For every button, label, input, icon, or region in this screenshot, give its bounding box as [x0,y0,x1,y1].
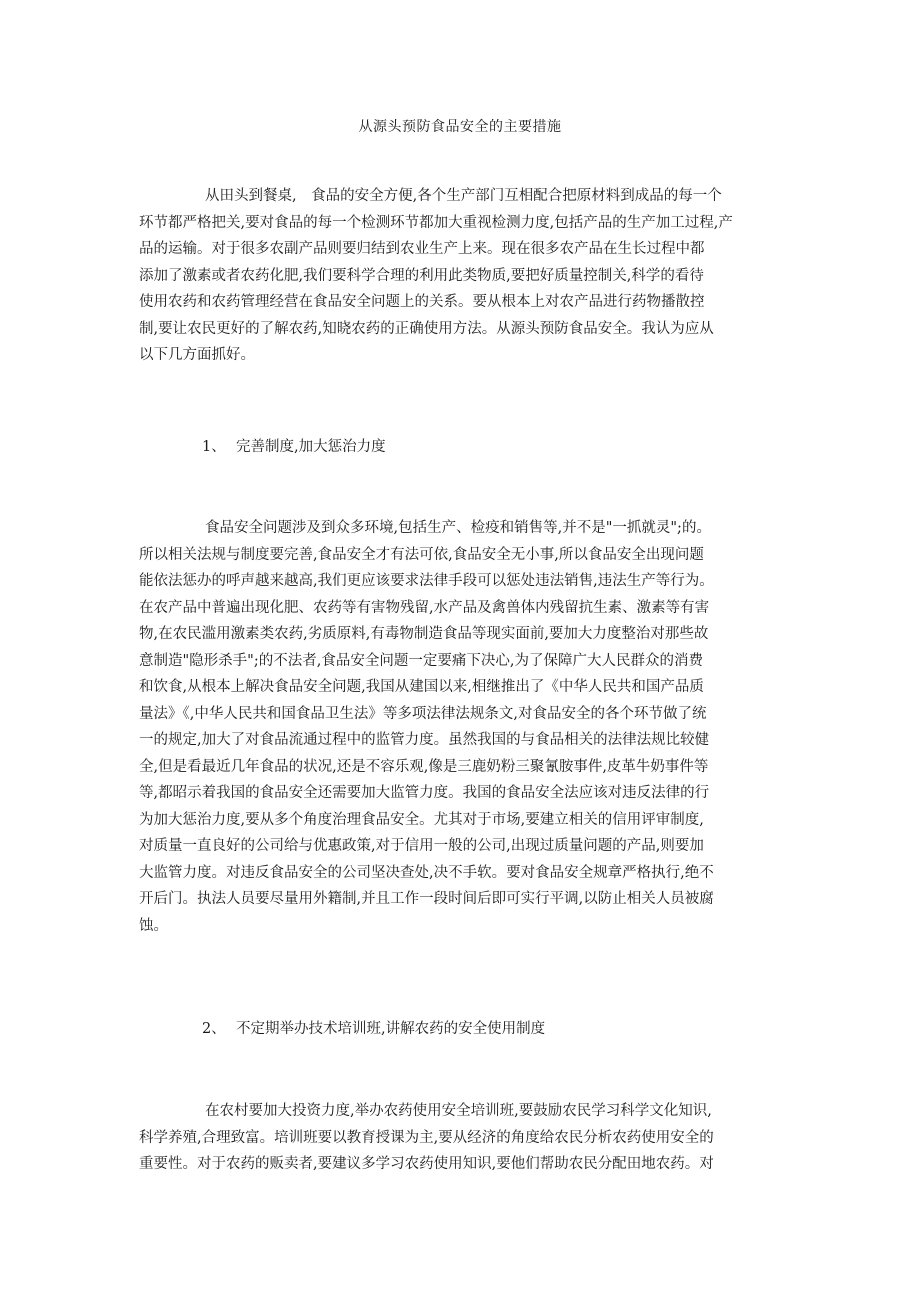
paragraph-line: 全,但是看最近几年食品的状况,还是不容乐观,像是三鹿奶粉三聚氰胺事件,皮革牛奶事件等 [139,758,709,775]
paragraph-line: 科学养殖,合理致富。培训班要以教育授课为主,要从经济的角度给农民分析农药使用安全的 [139,1129,714,1146]
paragraph-line: 量法》《,中华人民共和国食品卫生法》等多项法律法规条文,对食品安全的各个环节做了统 [139,705,707,722]
section-heading-text: 完善制度,加大惩治力度 [236,439,386,455]
paragraph-line: 和饮食,从根本上解决食品安全问题,我国从建国以来,相继推出了《中华人民共和国产品质 [139,679,704,695]
document-title: 从源头预防食品安全的主要措施 [358,119,562,135]
paragraph-line: 一的规定,加大了对食品流通过程中的监管力度。虽然我国的与食品相关的法律法规比较健 [139,732,710,748]
section-heading-1 [202,436,386,458]
paragraph-line: 在农村要加大投资力度,举办农药使用安全培训班,要鼓励农民学习科学文化知识, [205,1103,712,1119]
paragraph-line: 从田头到餐桌, 食品的安全方便,各个生产部门互相配合把原材料到成品的每一个 [205,188,722,204]
paragraph-line: 为加大惩治力度,要从多个角度治理食品安全。尤其对于市场,要建立相关的信用评审制度, [139,811,704,828]
paragraph-line: 在农产品中普遍出现化肥、农药等有害物残留,水产品及禽兽体内残留抗生素、激素等有害 [139,599,710,616]
paragraph-line: 添加了激素或者农药化肥,我们要科学合理的利用此类物质,要把好质量控制关,科学的看待 [139,267,704,284]
section-number: 2、 [202,1021,226,1037]
paragraph-line: 大监管力度。对违反食品安全的公司坚决查处,决不手软。要对食品安全规章严格执行,绝不 [139,864,714,881]
paragraph-line: 开后门。执法人员要尽量用外籍制,并且工作一段时间后即可实行平调,以防止相关人员被腐 [139,891,714,907]
section-2-paragraph [139,1098,789,1178]
intro-paragraph [139,183,789,369]
paragraph-line: 使用农药和农药管理经营在食品安全问题上的关系。要从根本上对农产品进行药物播散控 [139,294,705,310]
paragraph-line: 等,都昭示着我国的食品安全还需要加大监管力度。我国的食品安全法应该对违反法律的行 [139,785,710,801]
paragraph-line: 对质量一直良好的公司给与优惠政策,对于信用一般的公司,出现过质量问题的产品,则要加 [139,838,704,854]
paragraph-line: 意制造"隐形杀手";的不法者,食品安全问题一定要痛下决心,为了保障广大人民群众的消费 [139,652,703,669]
paragraph-line: 物,在农民滥用激素类农药,劣质原料,有毒物制造食品等现实面前,要加大力度整治对那些故 [139,626,709,642]
paragraph-line: 所以相关法规与制度要完善,食品安全才有法可依,食品安全无小事,所以食品安全出现问题 [139,546,704,563]
paragraph-line: 能依法惩办的呼声越来越高,我们更应该要求法律手段可以惩处违法销售,违法生产等行为。 [139,573,714,589]
paragraph-line: 食品安全问题涉及到众多环境,包括生产、检疫和销售等,并不是"一抓就灵";的。 [205,520,711,536]
section-heading-text: 不定期举办技术培训班,讲解农药的安全使用制度 [236,1021,546,1037]
paragraph-line: 环节都严格把关,要对食品的每一个检测环节都加大重视检测力度,包括产品的生产加工过程,产 [139,214,733,231]
section-number: 1、 [202,439,226,455]
section-1-paragraph [139,515,789,939]
paragraph-line: 品的运输。对于很多农副产品则要归结到农业生产上来。现在很多农产品在生长过程中都 [139,241,705,257]
paragraph-line: 以下几方面抓好。 [139,347,255,363]
section-heading-2 [202,1018,545,1040]
paragraph-line: 蚀。 [139,917,168,934]
paragraph-line: 制,要让农民更好的了解农药,知晓农药的正确使用方法。从源头预防食品安全。我认为应从 [139,320,714,337]
paragraph-line: 重要性。对于农药的贩卖者,要建议多学习农药使用知识,要他们帮助农民分配田地农药。对 [139,1156,714,1172]
